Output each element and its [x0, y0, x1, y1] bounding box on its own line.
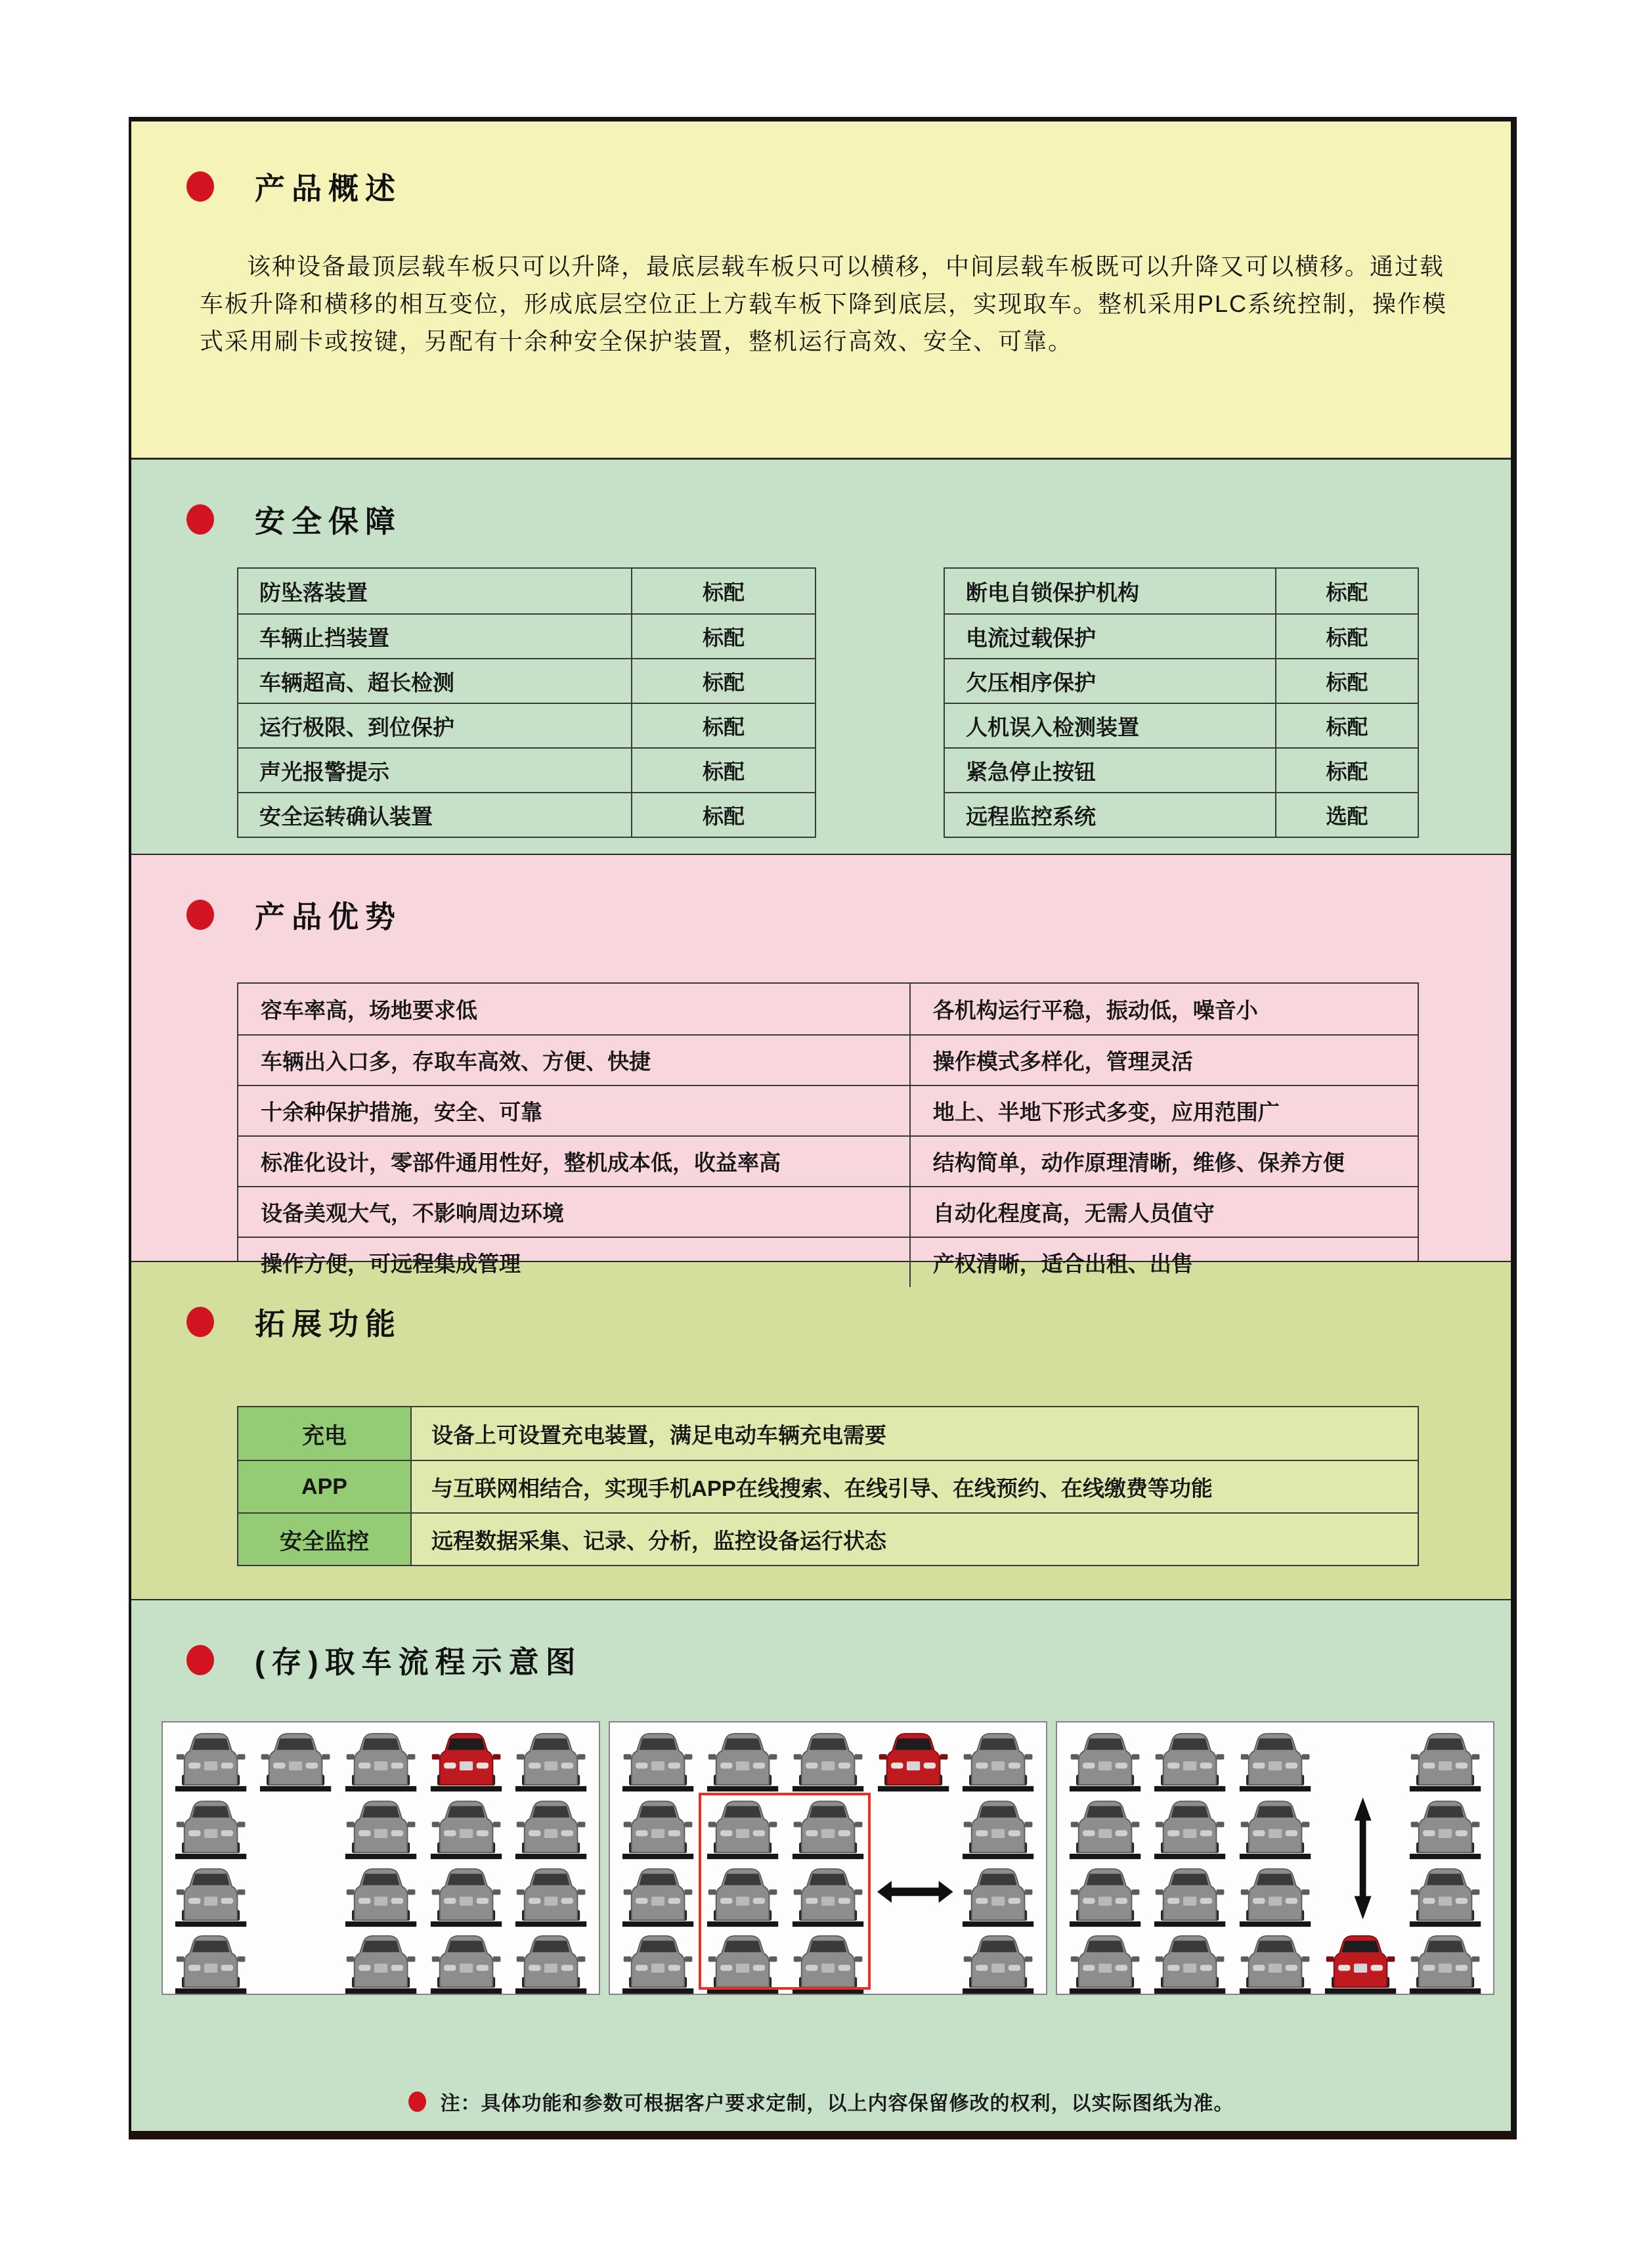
advantage-left-cell: 操作方便，可远程集成管理: [238, 1238, 911, 1287]
gray-car-slot: [701, 1929, 786, 1996]
advantage-right-cell: 产权清晰，适合出租、出售: [932, 1252, 1193, 1276]
advantage-right-cell: 地上、半地下形式多变，应用范围广: [932, 1100, 1280, 1124]
empty-slot: [253, 1929, 339, 1996]
extension-row: [238, 1407, 1418, 1460]
gray-car-slot: [338, 1726, 424, 1794]
gray-car-icon: [430, 1794, 502, 1862]
gray-car-slot: [955, 1929, 1041, 1996]
safety-item-label: 紧急停止按钮: [945, 749, 1276, 792]
advantage-row: [238, 1237, 1418, 1287]
gray-car-slot: [1402, 1794, 1488, 1862]
gray-car-slot: [701, 1726, 786, 1794]
section-extended-functions: [131, 1261, 1511, 1599]
parking-grid: [1057, 1722, 1493, 1994]
gray-car-icon: [345, 1929, 417, 1996]
safety-row: [238, 658, 815, 703]
gray-car-slot: [168, 1862, 253, 1929]
extension-desc-cell: 与互联网相结合，实现手机APP在线搜索、在线引导、在线预约、在线缴费等功能: [412, 1461, 1418, 1512]
safety-item-value: 标配: [702, 760, 745, 783]
safety-item-label: 欠压相序保护: [945, 659, 1276, 703]
advantage-row: [238, 1135, 1418, 1186]
gray-car-icon: [175, 1726, 247, 1794]
safety-item-label: 电流过载保护: [945, 615, 1276, 658]
advantage-right-cell: 各机构运行平稳，振动低，噪音小: [932, 998, 1258, 1022]
safety-item-label: 远程监控系统: [945, 793, 1276, 837]
gray-car-slot: [615, 1726, 701, 1794]
gray-car-icon: [622, 1862, 694, 1929]
advantage-row: [238, 1085, 1418, 1135]
safety-row: [945, 569, 1418, 613]
safety-tables: [237, 567, 1419, 838]
gray-car-slot: [1062, 1929, 1148, 1996]
gray-car-slot: [615, 1794, 701, 1862]
gray-car-icon: [1154, 1929, 1226, 1996]
note-text: 注：具体功能和参数可根据客户要求定制，以上内容保留修改的权利，以实际图纸为准。: [440, 2093, 1234, 2115]
gray-car-slot: [785, 1929, 871, 1996]
red-car-slot: [424, 1726, 509, 1794]
gray-car-slot: [338, 1794, 424, 1862]
gray-car-slot: [1402, 1726, 1488, 1794]
extension-label-cell: 充电: [238, 1407, 412, 1460]
gray-car-icon: [622, 1726, 694, 1794]
gray-car-slot: [1148, 1862, 1233, 1929]
safety-row: [945, 703, 1418, 747]
gray-car-icon: [1069, 1794, 1141, 1862]
safety-row: [945, 792, 1418, 837]
gray-car-icon: [1239, 1862, 1311, 1929]
safety-item-value: 标配: [702, 626, 745, 649]
gray-car-icon: [515, 1929, 587, 1996]
safety-row: [945, 613, 1418, 658]
safety-item-value: 选配: [1326, 804, 1368, 828]
safety-table-right: [944, 567, 1419, 838]
advantage-right-cell: 结构简单，动作原理清晰，维修、保养方便: [932, 1150, 1345, 1175]
safety-row: [945, 747, 1418, 792]
gray-car-icon: [1409, 1862, 1481, 1929]
section-bullet-icon: [186, 1307, 214, 1337]
gray-car-icon: [706, 1929, 779, 1996]
safety-item-label: 安全运转确认装置: [238, 793, 632, 837]
gray-car-slot: [1148, 1726, 1233, 1794]
safety-item-label: 防坠落装置: [238, 569, 632, 613]
flow-panel-2: [609, 1721, 1047, 1995]
section-bullet-icon: [186, 171, 214, 202]
gray-car-icon: [622, 1794, 694, 1862]
gray-car-slot: [955, 1726, 1041, 1794]
extension-desc-cell: 远程数据采集、记录、分析，监控设备运行状态: [412, 1514, 1418, 1565]
section-header: [131, 1600, 1511, 1682]
gray-car-icon: [345, 1794, 417, 1862]
gray-car-slot: [785, 1726, 871, 1794]
safety-item-value: 标配: [1326, 715, 1368, 739]
safety-item-value: 标配: [1326, 670, 1368, 694]
gray-car-slot: [508, 1794, 594, 1862]
gray-car-icon: [1409, 1929, 1481, 1996]
gray-car-icon: [345, 1726, 417, 1794]
safety-row: [238, 703, 815, 747]
gray-car-icon: [515, 1862, 587, 1929]
gray-car-slot: [701, 1794, 786, 1862]
overview-paragraph: 该种设备最顶层载车板只可以升降，最底层载车板只可以横移，中间层载车板既可以升降又可以横移。通过载车板升降和横移的相互变位，形成底层空位正上方载车板下降到底层，实现取车。整机采用PLC系统控制，操作模式采用刷卡或按键，另配有十余种安全保护装置，整机运行高效、安全、可靠。: [200, 253, 1448, 355]
footer-note: [131, 2087, 1511, 2116]
safety-row: [238, 613, 815, 658]
section-header: [131, 121, 1511, 208]
parking-grid: [163, 1722, 599, 1994]
gray-car-icon: [962, 1794, 1034, 1862]
advantage-right-cell: 操作模式多样化，管理灵活: [932, 1049, 1193, 1074]
note-bullet-icon: [408, 2092, 426, 2112]
section-title: 拓展功能: [255, 1307, 402, 1341]
gray-car-icon: [1069, 1929, 1141, 1996]
advantage-left-cell: 设备美观大气，不影响周边环境: [238, 1187, 911, 1237]
red-car-icon: [1324, 1929, 1397, 1996]
extension-desc-cell: 设备上可设置充电装置，满足电动车辆充电需要: [412, 1407, 1418, 1460]
gray-car-slot: [785, 1862, 871, 1929]
gray-car-icon: [622, 1929, 694, 1996]
gray-car-icon: [175, 1862, 247, 1929]
gray-car-slot: [508, 1929, 594, 1996]
red-car-slot: [871, 1726, 956, 1794]
gray-car-icon: [1239, 1794, 1311, 1862]
gray-car-icon: [1409, 1794, 1481, 1862]
gray-car-slot: [338, 1929, 424, 1996]
empty-slot: [871, 1794, 956, 1862]
gray-car-slot: [785, 1794, 871, 1862]
gray-car-icon: [792, 1862, 864, 1929]
section-title: 产品概述: [255, 171, 402, 206]
advantage-left-cell: 容车率高，场地要求低: [238, 984, 911, 1034]
extension-label-cell: APP: [238, 1461, 412, 1512]
gray-car-slot: [168, 1929, 253, 1996]
safety-item-label: 人机误入检测装置: [945, 704, 1276, 747]
gray-car-icon: [962, 1726, 1034, 1794]
safety-item-label: 车辆超高、超长检测: [238, 659, 632, 703]
gray-car-icon: [430, 1862, 502, 1929]
gray-car-slot: [1232, 1862, 1318, 1929]
section-title: (存)取车流程示意图: [255, 1645, 582, 1679]
safety-item-value: 标配: [1326, 626, 1368, 649]
gray-car-icon: [345, 1862, 417, 1929]
section-bullet-icon: [186, 504, 214, 535]
gray-car-icon: [1154, 1794, 1226, 1862]
section-flow-diagram: [131, 1599, 1511, 2131]
gray-car-slot: [424, 1929, 509, 1996]
gray-car-icon: [792, 1929, 864, 1996]
gray-car-slot: [1402, 1862, 1488, 1929]
section-header: [131, 855, 1511, 936]
empty-slot: [871, 1929, 956, 1996]
gray-car-icon: [175, 1929, 247, 1996]
gray-car-slot: [1062, 1726, 1148, 1794]
section-safety-guarantee: [131, 458, 1511, 854]
gray-car-slot: [1062, 1794, 1148, 1862]
gray-car-slot: [508, 1726, 594, 1794]
gray-car-icon: [515, 1794, 587, 1862]
gray-car-icon: [792, 1726, 864, 1794]
parking-grid: [610, 1722, 1046, 1994]
advantage-right-cell: 自动化程度高，无需人员值守: [932, 1201, 1215, 1225]
gray-car-icon: [515, 1726, 587, 1794]
section-bullet-icon: [186, 900, 214, 930]
advantage-left-cell: 标准化设计，零部件通用性好，整机成本低，收益率高: [238, 1137, 911, 1186]
safety-item-value: 标配: [1326, 581, 1368, 604]
section-product-advantages: [131, 854, 1511, 1276]
gray-car-slot: [615, 1929, 701, 1996]
safety-item-label: 断电自锁保护机构: [945, 569, 1276, 613]
gray-car-icon: [706, 1794, 779, 1862]
extension-row: [238, 1512, 1418, 1565]
safety-item-label: 声光报警提示: [238, 749, 632, 792]
safety-row: [945, 658, 1418, 703]
gray-car-icon: [1154, 1726, 1226, 1794]
gray-car-icon: [962, 1862, 1034, 1929]
extensions-table: [237, 1406, 1419, 1566]
document-frame: [129, 117, 1517, 2139]
safety-item-value: 标配: [702, 581, 745, 604]
gray-car-slot: [1402, 1929, 1488, 1996]
section-product-overview: [131, 121, 1511, 458]
section-bullet-icon: [186, 1645, 214, 1675]
horizontal-move-arrow-icon: [877, 1873, 953, 1911]
gray-car-slot: [615, 1862, 701, 1929]
advantage-row: [238, 984, 1418, 1034]
safety-item-value: 标配: [702, 804, 745, 828]
advantages-table: [237, 982, 1419, 1288]
gray-car-icon: [1239, 1929, 1311, 1996]
advantage-row: [238, 1034, 1418, 1085]
extension-label-cell: 安全监控: [238, 1514, 412, 1565]
gray-car-icon: [706, 1726, 779, 1794]
gray-car-icon: [792, 1794, 864, 1862]
gray-car-slot: [955, 1794, 1041, 1862]
gray-car-icon: [1069, 1726, 1141, 1794]
red-car-icon: [430, 1726, 502, 1794]
gray-car-slot: [424, 1862, 509, 1929]
empty-slot: [1318, 1726, 1403, 1794]
gray-car-slot: [955, 1862, 1041, 1929]
gray-car-icon: [259, 1726, 332, 1794]
flow-panel-3: [1056, 1721, 1494, 1995]
gray-car-slot: [1148, 1794, 1233, 1862]
extension-row: [238, 1460, 1418, 1512]
advantage-row: [238, 1186, 1418, 1237]
empty-slot: [253, 1862, 339, 1929]
gray-car-icon: [706, 1862, 779, 1929]
safety-item-value: 标配: [702, 715, 745, 739]
red-car-slot: [1318, 1929, 1403, 1996]
safety-row: [238, 792, 815, 837]
gray-car-slot: [1062, 1862, 1148, 1929]
empty-slot: [253, 1794, 339, 1862]
gray-car-slot: [168, 1794, 253, 1862]
gray-car-slot: [701, 1862, 786, 1929]
safety-item-label: 运行极限、到位保护: [238, 704, 632, 747]
gray-car-icon: [1069, 1862, 1141, 1929]
gray-car-slot: [338, 1862, 424, 1929]
gray-car-slot: [508, 1862, 594, 1929]
gray-car-slot: [1232, 1929, 1318, 1996]
section-title: 安全保障: [255, 504, 402, 538]
gray-car-icon: [1409, 1726, 1481, 1794]
safety-row: [238, 569, 815, 613]
gray-car-icon: [430, 1929, 502, 1996]
section-title: 产品优势: [255, 900, 402, 934]
safety-item-label: 车辆止挡装置: [238, 615, 632, 658]
flow-panel-1: [162, 1721, 600, 1995]
advantage-left-cell: 十余种保护措施，安全、可靠: [238, 1086, 911, 1135]
gray-car-icon: [175, 1794, 247, 1862]
advantage-left-cell: 车辆出入口多，存取车高效、方便、快捷: [238, 1036, 911, 1085]
red-car-icon: [877, 1726, 949, 1794]
gray-car-slot: [253, 1726, 339, 1794]
gray-car-icon: [962, 1929, 1034, 1996]
gray-car-icon: [1239, 1726, 1311, 1794]
vertical-move-arrow-icon: [1353, 1797, 1373, 1919]
safety-item-value: 标配: [1326, 760, 1368, 783]
flow-panels: [162, 1721, 1494, 1995]
gray-car-slot: [1232, 1794, 1318, 1862]
gray-car-slot: [1232, 1726, 1318, 1794]
safety-item-value: 标配: [702, 670, 745, 694]
gray-car-icon: [1154, 1862, 1226, 1929]
gray-car-slot: [424, 1794, 509, 1862]
gray-car-slot: [168, 1726, 253, 1794]
safety-row: [238, 747, 815, 792]
section-header: [131, 460, 1511, 541]
gray-car-slot: [1148, 1929, 1233, 1996]
safety-table-left: [237, 567, 816, 838]
